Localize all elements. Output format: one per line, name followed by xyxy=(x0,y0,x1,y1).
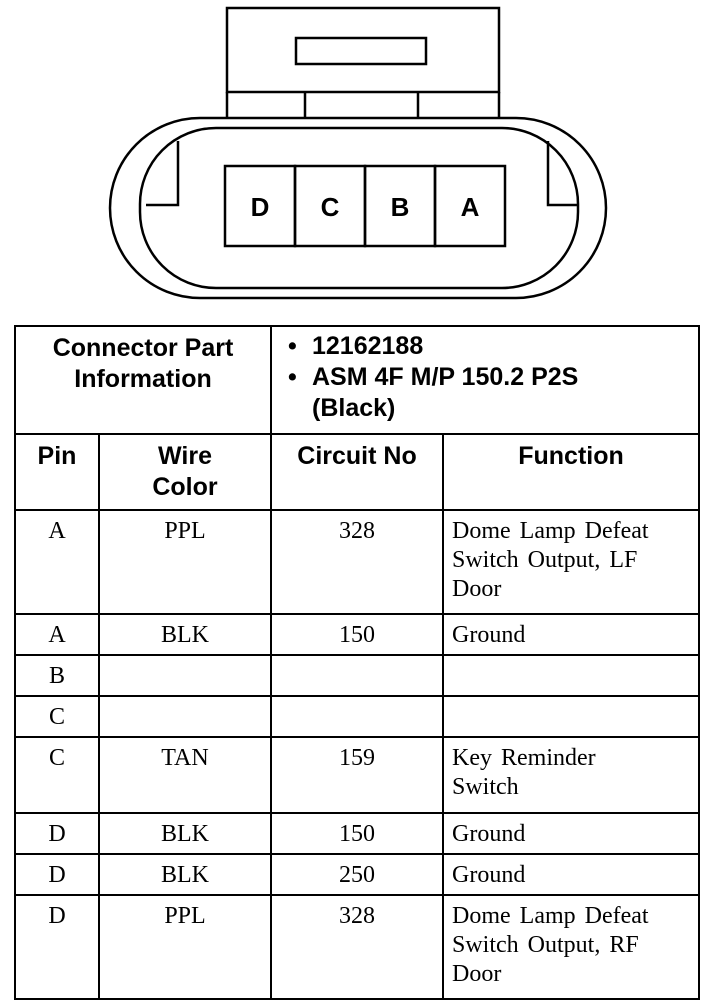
part-number: • 12162188 xyxy=(312,331,698,362)
table-row xyxy=(15,813,699,854)
header-wire-color xyxy=(99,434,271,510)
connector-inner-body xyxy=(140,128,578,288)
connector-outer-body xyxy=(110,118,606,298)
assembly-line2: (Black) xyxy=(312,394,396,422)
function-line: Switch Output, RF xyxy=(452,932,639,958)
pin-cell: D xyxy=(15,895,99,999)
table-row xyxy=(15,614,699,655)
function-cell xyxy=(443,854,699,895)
header-wire-color-line2: Color xyxy=(152,473,218,501)
circuit-cell: 150 xyxy=(271,614,443,655)
function-line: Dome Lamp Defeat xyxy=(452,518,649,544)
function-line: Switch xyxy=(452,774,519,800)
header-wire-color-line1: Wire xyxy=(158,442,212,470)
function-line: Dome Lamp Defeat xyxy=(452,903,649,929)
function-line: Switch Output, LF xyxy=(452,547,638,573)
wire-color-cell: PPL xyxy=(99,510,271,614)
cavity-label-b: B xyxy=(390,192,410,222)
circuit-cell: 150 xyxy=(271,813,443,854)
circuit-cell: 328 xyxy=(271,510,443,614)
table-row xyxy=(15,510,699,614)
header-circuit-no: Circuit No xyxy=(271,434,443,510)
wire-color-cell: BLK xyxy=(99,614,271,655)
header-row xyxy=(15,434,699,510)
pin-cell: C xyxy=(15,737,99,813)
table-row xyxy=(15,655,699,696)
function-cell xyxy=(443,510,699,614)
pinout-table xyxy=(14,325,700,1000)
pin-cell: B xyxy=(15,655,99,696)
table-row xyxy=(15,737,699,813)
connector-lock-tab xyxy=(227,8,499,92)
function-cell xyxy=(443,813,699,854)
connector-lock-slot xyxy=(296,38,426,64)
connector-face-diagram xyxy=(0,0,720,320)
function-line: Door xyxy=(452,576,502,602)
function-line: Key Reminder xyxy=(452,745,596,771)
wire-color-cell: BLK xyxy=(99,813,271,854)
function-line: Door xyxy=(452,961,502,987)
function-cell xyxy=(443,614,699,655)
part-info-label-line2: Information xyxy=(74,365,212,393)
assembly-line1: • ASM 4F M/P 150.2 P2S xyxy=(312,362,698,393)
circuit-cell xyxy=(271,655,443,696)
wire-color-cell xyxy=(99,696,271,737)
connector-tab-step xyxy=(227,92,499,118)
cavity-label-d: D xyxy=(250,192,270,222)
cavity-label-a: A xyxy=(460,192,480,222)
wire-color-cell: TAN xyxy=(99,737,271,813)
pin-cell: A xyxy=(15,614,99,655)
function-cell xyxy=(443,895,699,999)
function-line: Ground xyxy=(452,862,526,888)
cavity-label-c: C xyxy=(320,192,340,222)
function-cell xyxy=(443,696,699,737)
pin-cell: D xyxy=(15,813,99,854)
circuit-cell: 328 xyxy=(271,895,443,999)
pin-cell: D xyxy=(15,854,99,895)
header-pin: Pin xyxy=(15,434,99,510)
part-info-label xyxy=(15,326,271,434)
part-info-values xyxy=(271,326,699,434)
wire-color-cell: BLK xyxy=(99,854,271,895)
table-row xyxy=(15,696,699,737)
circuit-cell: 250 xyxy=(271,854,443,895)
function-cell xyxy=(443,737,699,813)
pin-cell: C xyxy=(15,696,99,737)
wire-color-cell: PPL xyxy=(99,895,271,999)
circuit-cell xyxy=(271,696,443,737)
part-info-label-line1: Connector Part xyxy=(52,334,234,362)
function-cell xyxy=(443,655,699,696)
part-info-row xyxy=(15,326,699,434)
header-function: Function xyxy=(443,434,699,510)
pin-cell: A xyxy=(15,510,99,614)
circuit-cell: 159 xyxy=(271,737,443,813)
table-row xyxy=(15,895,699,999)
function-line: Ground xyxy=(452,821,526,847)
connector-right-key xyxy=(548,141,578,205)
wire-color-cell xyxy=(99,655,271,696)
function-line: Ground xyxy=(452,622,526,648)
table-row xyxy=(15,854,699,895)
